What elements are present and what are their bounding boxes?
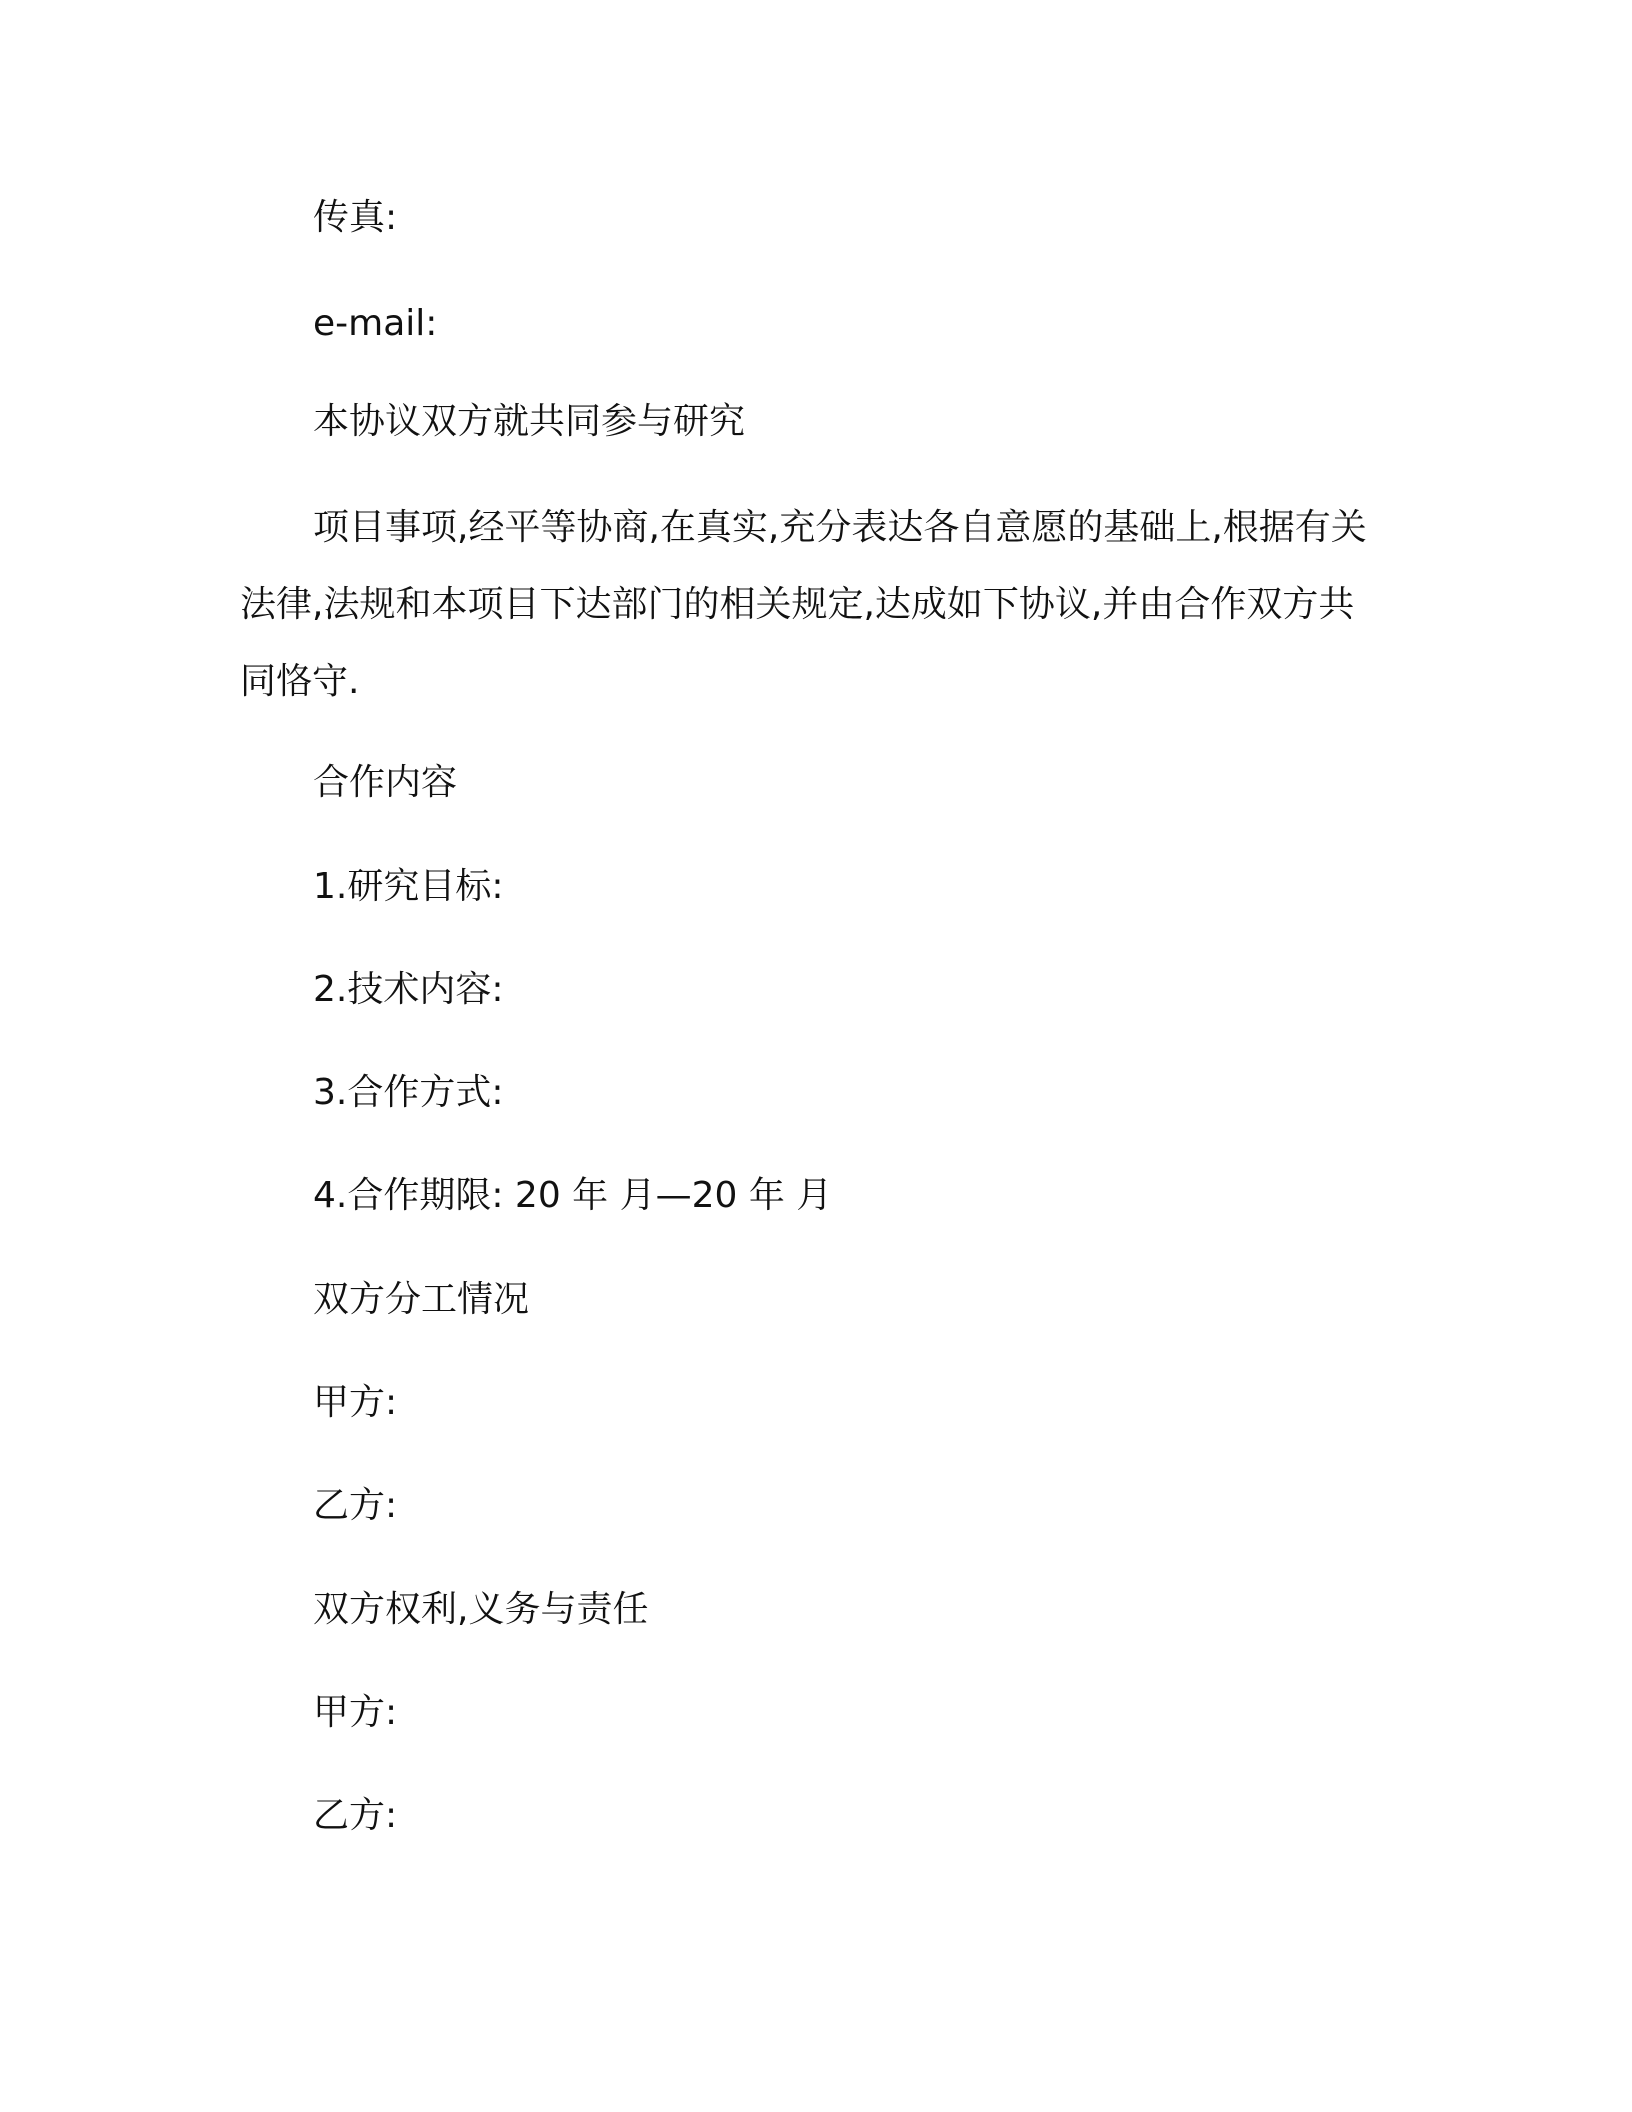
party-a-division: 甲方: [313,1382,398,1423]
item-research-goal: 1.研究目标: [313,866,504,907]
intro-line: 本协议双方就共同参与研究 [313,401,746,442]
division-heading: 双方分工情况 [313,1279,530,1320]
item-cooperation-method: 3.合作方式: [313,1072,504,1113]
party-a-rights: 甲方: [313,1692,398,1733]
party-b-division: 乙方: [313,1485,398,1526]
item-technical-content: 2.技术内容: [313,969,504,1010]
agreement-paragraph: 项目事项,经平等协商,在真实,充分表达各自意愿的基础上,根据有关法律,法规和本项目下达部门的相关规定,达成如下协议,并由合作双方共同恪守. [240,507,1367,702]
fax-line: 传真: [313,197,398,238]
rights-heading: 双方权利,义务与责任 [313,1589,649,1630]
email-line: e-mail: [313,303,438,344]
item-cooperation-period: 4.合作期限: 20 年 月—20 年 月 [313,1175,833,1216]
party-b-rights: 乙方: [313,1795,398,1836]
cooperation-content-heading: 合作内容 [313,762,458,803]
